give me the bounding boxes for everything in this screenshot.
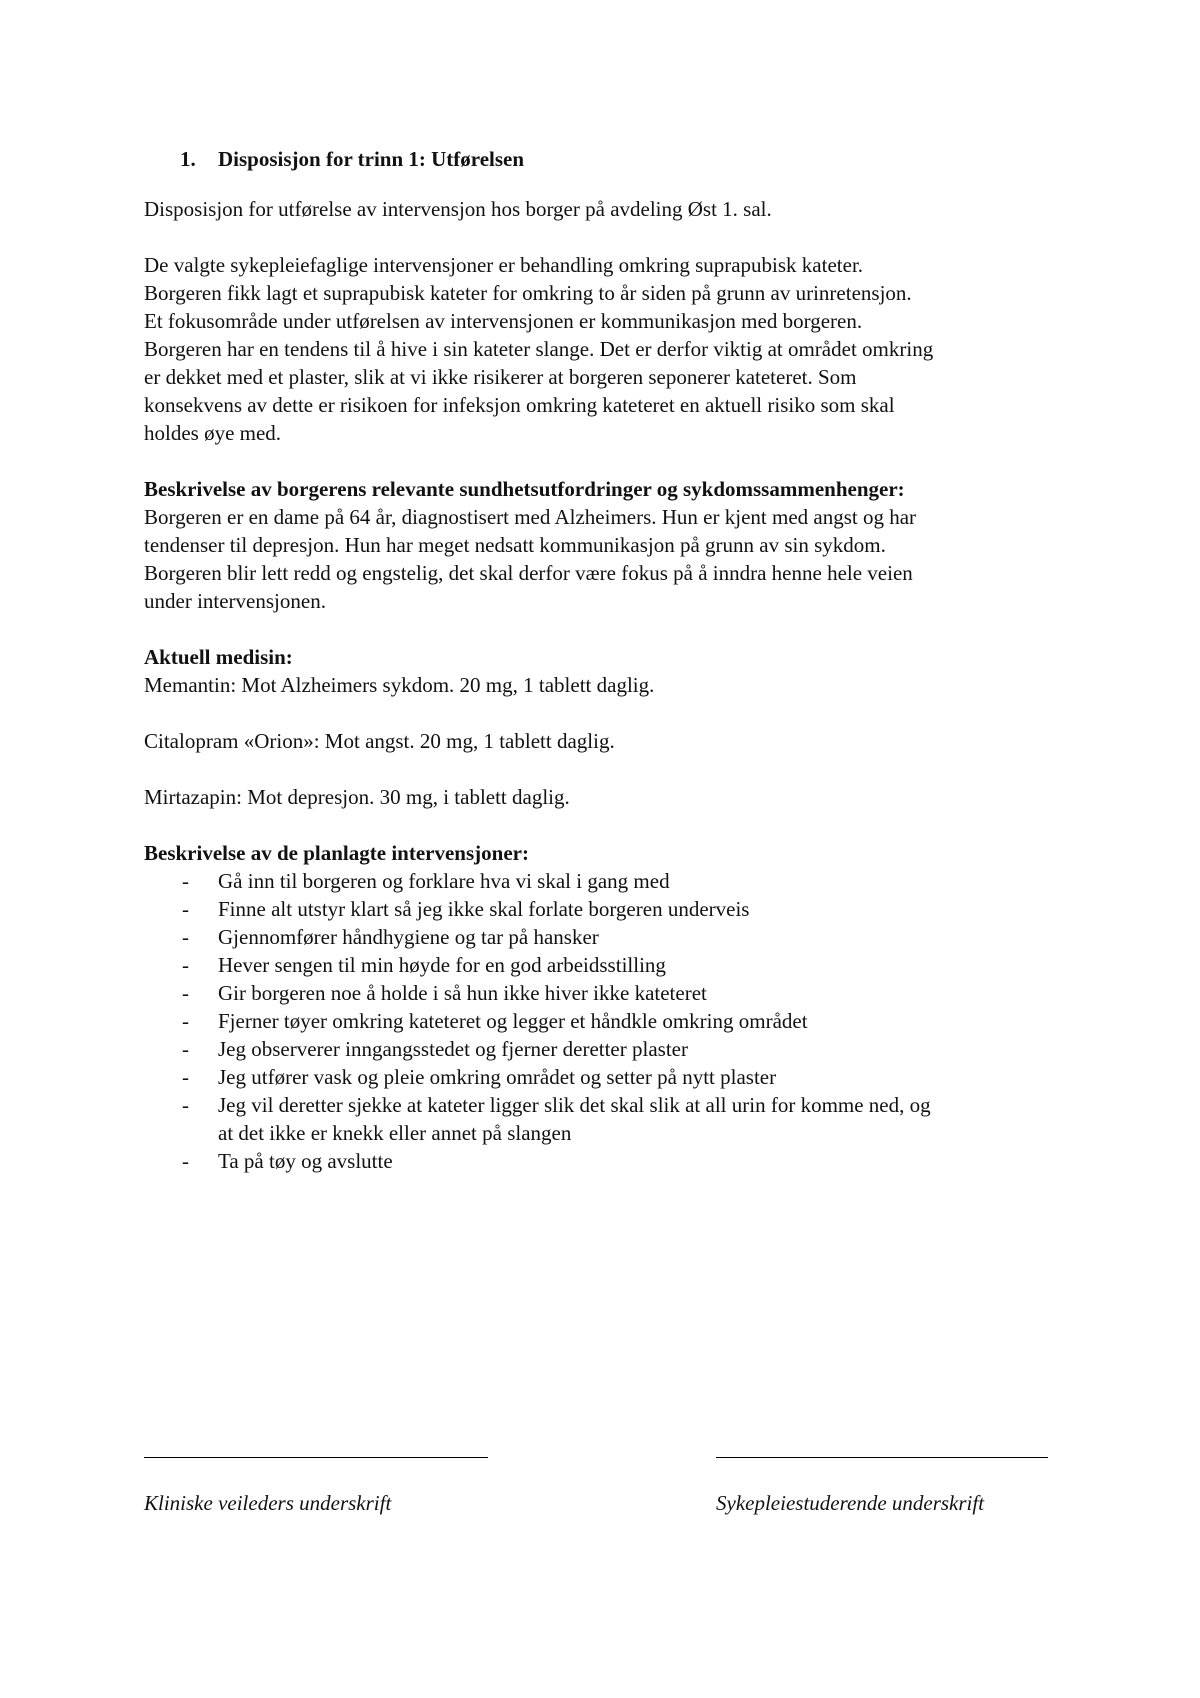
document-body <box>144 145 1064 1175</box>
list-item-text: Finne alt utstyr klart så jeg ikke skal forlate borgeren underveis <box>218 897 750 921</box>
health-section <box>144 475 1064 615</box>
dash-bullet: - <box>182 953 189 977</box>
list-item <box>182 1147 1064 1175</box>
list-item-text: Gå inn til borgeren og forklare hva vi skal i gang med <box>218 869 670 893</box>
list-item <box>182 1035 1064 1063</box>
signature-line-left <box>144 1457 488 1458</box>
list-item-text: Gjennomfører håndhygiene og tar på hansker <box>218 925 599 949</box>
interventions-section-title: Beskrivelse av de planlagte intervensjoner: <box>144 841 529 865</box>
medicine-section <box>144 643 1064 699</box>
section-heading <box>144 145 1064 173</box>
interventions-section <box>144 839 1064 1175</box>
paragraph-line: De valgte sykepleiefaglige intervensjoner er behandling omkring suprapubisk kateter. <box>144 253 864 277</box>
list-item <box>182 1091 1064 1147</box>
paragraph-interventions-overview <box>144 251 1064 447</box>
dash-bullet: - <box>182 925 189 949</box>
list-item-text: at det ikke er knekk eller annet på slangen <box>218 1121 572 1145</box>
list-item-text: Fjerner tøyer omkring kateteret og legger et håndkle omkring området <box>218 1009 808 1033</box>
paragraph-line: Borgeren er en dame på 64 år, diagnostisert med Alzheimers. Hun er kjent med angst og har <box>144 505 917 529</box>
paragraph-line: Borgeren har en tendens til å hive i sin kateter slange. Det er derfor viktig at området omkring <box>144 337 934 361</box>
dash-bullet: - <box>182 897 189 921</box>
list-item-text: Hever sengen til min høyde for en god arbeidsstilling <box>218 953 666 977</box>
health-section-title: Beskrivelse av borgerens relevante sundhetsutfordringer og sykdomssammenhenger: <box>144 477 905 501</box>
medicine-item: Citalopram «Orion»: Mot angst. 20 mg, 1 tablett daglig. <box>144 729 615 753</box>
dash-bullet: - <box>182 1037 189 1061</box>
signature-line-right <box>716 1457 1048 1458</box>
dash-bullet: - <box>182 1065 189 1089</box>
paragraph-line: under intervensjonen. <box>144 589 326 613</box>
list-item-text: Ta på tøy og avslutte <box>218 1149 393 1173</box>
list-item <box>182 895 1064 923</box>
list-item-text: Gir borgeren noe å holde i så hun ikke hiver ikke kateteret <box>218 981 707 1005</box>
dash-bullet: - <box>182 869 189 893</box>
signature-label-supervisor: Kliniske veileders underskrift <box>144 1491 392 1515</box>
paragraph-line: Et fokusområde under utførelsen av intervensjonen er kommunikasjon med borgeren. <box>144 309 863 333</box>
paragraph-line: er dekket med et plaster, slik at vi ikke risikerer at borgeren seponerer kateteret. Som <box>144 365 857 389</box>
medicine-section-title: Aktuell medisin: <box>144 645 293 669</box>
signature-label-student: Sykepleiestuderende underskrift <box>716 1491 985 1515</box>
heading-text: Disposisjon for trinn 1: Utførelsen <box>218 147 525 171</box>
paragraph-line: Borgeren blir lett redd og engstelig, det skal derfor være fokus på å inndra henne hele veien <box>144 561 913 585</box>
list-item-text: Jeg observerer inngangsstedet og fjerner deretter plaster <box>218 1037 688 1061</box>
paragraph-line: holdes øye med. <box>144 421 282 445</box>
list-item <box>182 1063 1064 1091</box>
list-item <box>182 867 1064 895</box>
list-item <box>182 923 1064 951</box>
dash-bullet: - <box>182 1149 189 1173</box>
list-item <box>182 951 1064 979</box>
list-item <box>182 1007 1064 1035</box>
paragraph-line: tendenser til depresjon. Hun har meget nedsatt kommunikasjon på grunn av sin sykdom. <box>144 533 886 557</box>
medicine-item: Memantin: Mot Alzheimers sykdom. 20 mg, 1 tablett daglig. <box>144 673 655 697</box>
dash-bullet: - <box>182 1009 189 1033</box>
medicine-item: Mirtazapin: Mot depresjon. 30 mg, i tablett daglig. <box>144 785 570 809</box>
list-item-text: Jeg utfører vask og pleie omkring området og setter på nytt plaster <box>218 1065 777 1089</box>
interventions-list <box>144 867 1064 1175</box>
paragraph-line: konsekvens av dette er risikoen for infeksjon omkring kateteret en aktuell risiko som skal <box>144 393 895 417</box>
heading-number: 1. <box>180 147 196 171</box>
intro-text: Disposisjon for utførelse av intervensjon hos borger på avdeling Øst 1. sal. <box>144 197 772 221</box>
dash-bullet: - <box>182 1093 189 1117</box>
dash-bullet: - <box>182 981 189 1005</box>
paragraph-line: Borgeren fikk lagt et suprapubisk kateter for omkring to år siden på grunn av urinretensjon. <box>144 281 912 305</box>
list-item <box>182 979 1064 1007</box>
list-item-text: Jeg vil deretter sjekke at kateter ligger slik det skal slik at all urin for komme ned, og <box>218 1093 931 1117</box>
